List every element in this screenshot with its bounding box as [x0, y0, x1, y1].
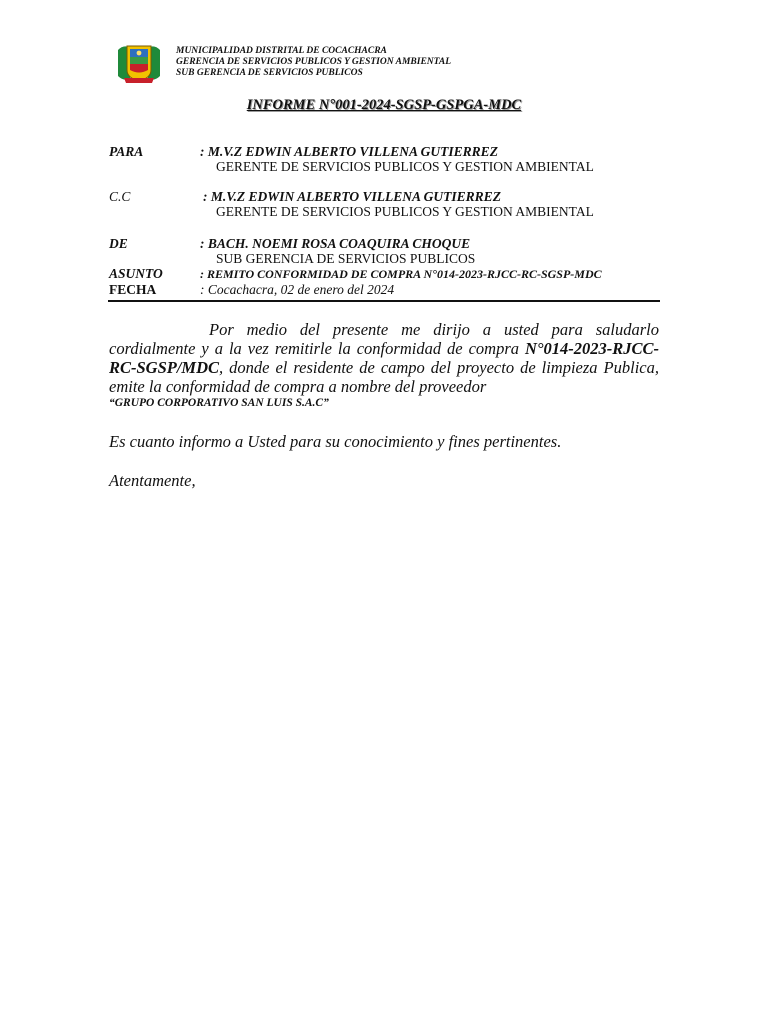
- para-label: PARA: [109, 144, 144, 159]
- sign-off: Atentamente,: [109, 471, 196, 490]
- body-paragraph: [109, 320, 659, 410]
- institution-name: MUNICIPALIDAD DISTRITAL DE COCACHACRA: [176, 46, 387, 56]
- paragraph-intro: Por medio del presente me dirijo a usted para saludarlo cordialmente y a la vez remitirle la conformidad de compra: [109, 320, 659, 358]
- report-title: INFORME N°001-2024-SGSP-GSPGA-MDC: [246, 97, 522, 113]
- subdepartment-name: SUB GERENCIA DE SERVICIOS PUBLICOS: [176, 68, 363, 78]
- header-divider: [108, 300, 660, 302]
- municipal-crest-icon: [116, 42, 162, 84]
- closing-statement: Es cuanto informo a Usted para su conocimiento y fines pertinentes.: [109, 432, 562, 451]
- paragraph-continuation: , donde el residente de campo del proyecto de limpieza Publica, emite la conformidad de compra a nombre del proveedor: [109, 358, 659, 396]
- asunto-label: ASUNTO: [109, 266, 163, 281]
- cc-role: GERENTE DE SERVICIOS PUBLICOS Y GESTION AMBIENTAL: [216, 204, 594, 219]
- department-name: GERENCIA DE SERVICIOS PUBLICOS Y GESTION AMBIENTAL: [176, 57, 452, 67]
- cc-name: : M.V.Z EDWIN ALBERTO VILLENA GUTIERREZ: [203, 189, 501, 204]
- fecha-value: : Cocachacra, 02 de enero del 2024: [200, 282, 395, 297]
- purchase-reference: N°014-2023-RJCC-RC-SGSP/MDC: [109, 339, 660, 377]
- para-name: : M.V.Z EDWIN ALBERTO VILLENA GUTIERREZ: [200, 144, 498, 159]
- de-name: : BACH. NOEMI ROSA COAQUIRA CHOQUE: [200, 236, 471, 251]
- asunto-value: : REMITO CONFORMIDAD DE COMPRA N°014-2023-RJCC-RC-SGSP-MDC: [200, 267, 602, 281]
- cc-label: C.C: [109, 189, 131, 204]
- de-role: SUB GERENCIA DE SERVICIOS PUBLICOS: [216, 251, 476, 266]
- provider-name: “GRUPO CORPORATIVO SAN LUIS S.A.C”: [109, 397, 329, 409]
- fecha-label: FECHA: [109, 282, 157, 297]
- de-label: DE: [109, 236, 128, 251]
- para-role: GERENTE DE SERVICIOS PUBLICOS Y GESTION AMBIENTAL: [216, 159, 594, 174]
